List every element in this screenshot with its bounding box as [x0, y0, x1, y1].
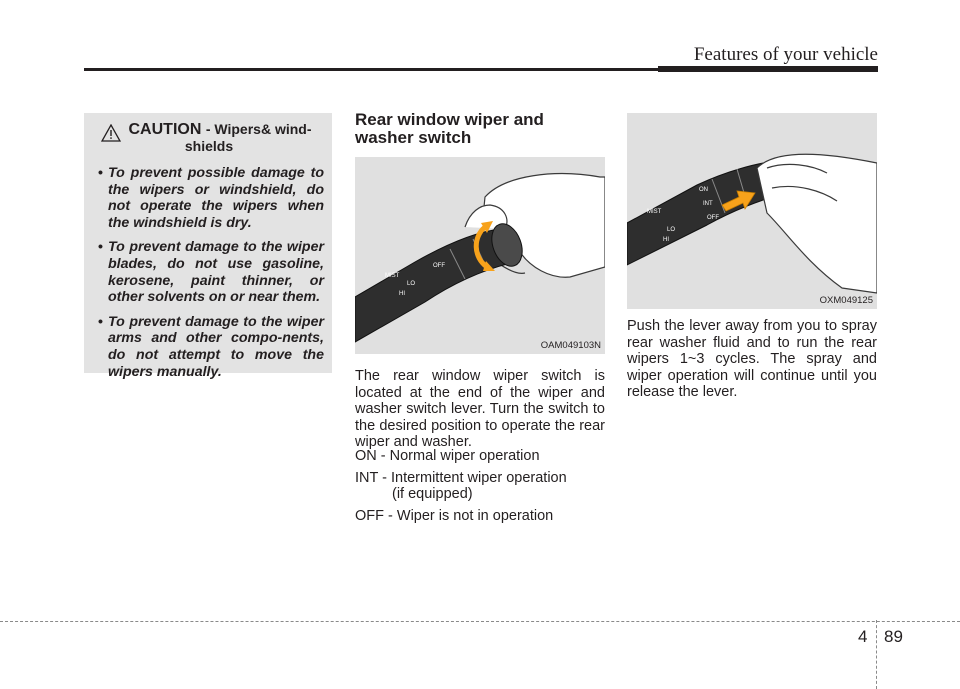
- section-heading: Rear window wiper and washer switch: [355, 110, 544, 147]
- figure-code: OXM049125: [819, 295, 873, 306]
- svg-text:MIST: MIST: [647, 209, 662, 215]
- mode-int-note: (if equipped): [392, 486, 473, 503]
- page-number: 89: [884, 627, 903, 646]
- lever-push-illustration: [627, 113, 877, 309]
- caution-label: CAUTION: [128, 121, 202, 138]
- paragraph-rear-washer: Push the lever away from you to spray rear washer fluid and to run the rear wipers 1~3 cycles. The spray and wiper operation will continue until you release the lever.: [627, 318, 877, 401]
- wiper-mode-list: [355, 448, 605, 529]
- mode-on: ON - Normal wiper operation: [355, 448, 540, 464]
- svg-text:ON: ON: [699, 187, 708, 193]
- caution-item: • To prevent damage to the wiper blades, do not use gasoline, kerosene, paint thinner, or other solvents on or near them.: [98, 239, 324, 306]
- figure-rear-washer-push: [627, 113, 877, 309]
- svg-text:LO: LO: [407, 281, 416, 287]
- figure-code: OAM049103N: [540, 340, 601, 351]
- footer-divider: [876, 620, 877, 689]
- caution-subject: - Wipers& wind-: [205, 121, 312, 137]
- paragraph-rear-wiper-intro: The rear window wiper switch is located at the end of the wiper and washer switch lever. Turn the switch to the desired position to operate the rear wiper and washer.: [355, 368, 605, 451]
- svg-text:INT: INT: [703, 201, 713, 207]
- caution-header: [94, 121, 324, 155]
- caution-list: [94, 165, 324, 380]
- mode-int: INT - Intermittent wiper operation (if equipped): [355, 470, 605, 503]
- caution-item: • To prevent damage to the wiper arms and other compo-nents, do not attempt to move the wipers manually.: [98, 313, 324, 380]
- footer-rule: [0, 621, 960, 622]
- svg-text:OFF: OFF: [707, 215, 719, 221]
- svg-text:HI: HI: [399, 291, 405, 297]
- caution-subject-continued: shields: [184, 138, 234, 154]
- header-title: Features of your vehicle: [693, 44, 878, 65]
- mode-off: OFF - Wiper is not in operation: [355, 507, 554, 524]
- svg-text:LO: LO: [667, 227, 676, 233]
- chapter-number: 4: [858, 627, 868, 646]
- svg-text:OFF: OFF: [433, 263, 445, 269]
- figure-rear-wiper-rotate: [355, 157, 605, 354]
- caution-item: • To prevent possible damage to the wipers or windshield, do not operate the wipers when the windshield is dry.: [98, 165, 324, 231]
- caution-box: [84, 113, 332, 380]
- lever-illustration: [355, 157, 605, 354]
- svg-text:MIST: MIST: [385, 273, 400, 279]
- header-rule-accent: [658, 66, 878, 72]
- svg-text:HI: HI: [663, 237, 669, 243]
- warning-triangle-icon: [101, 124, 121, 142]
